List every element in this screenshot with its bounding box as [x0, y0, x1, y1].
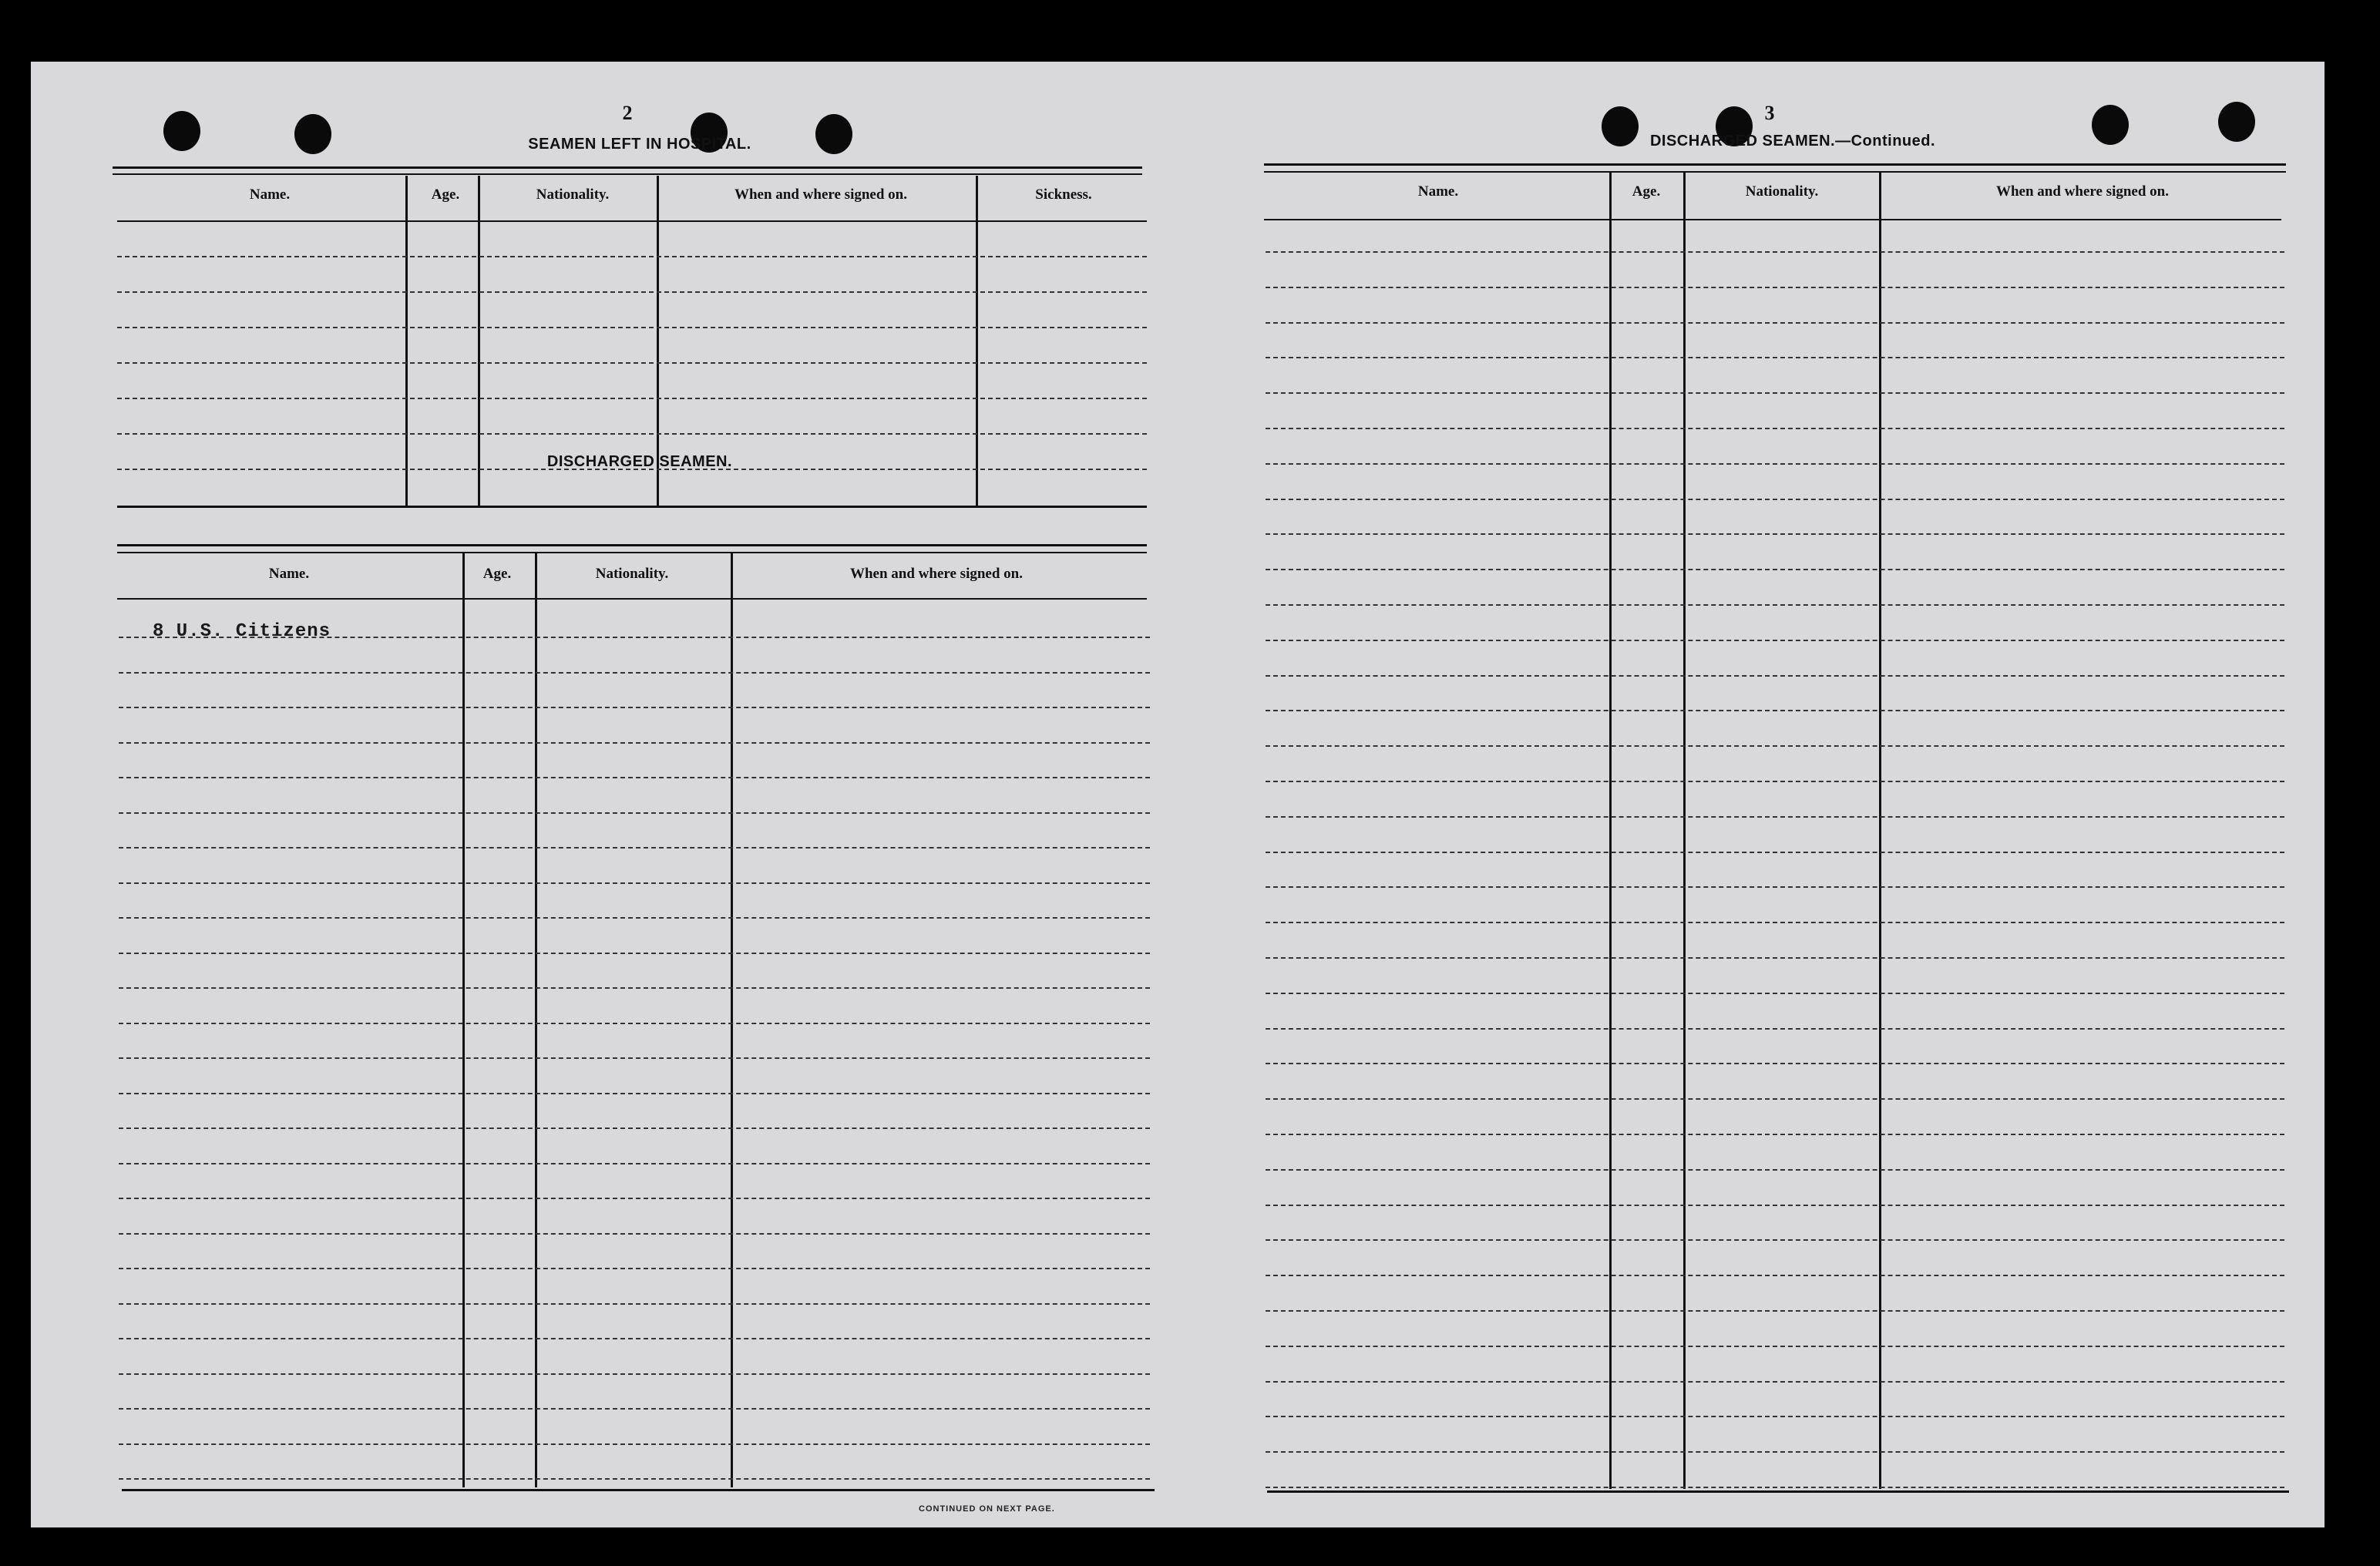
col-nationality: Nationality. — [536, 187, 610, 203]
ruled-line — [117, 291, 1147, 293]
page-number: 3 — [1764, 102, 1775, 124]
header-bottom-rule — [117, 598, 1147, 600]
ruled-line — [1266, 322, 2284, 324]
left-page — [31, 62, 1178, 1527]
ruled-line — [119, 1023, 1150, 1024]
punch-hole — [163, 111, 200, 151]
col-age: Age. — [482, 566, 512, 582]
header-bottom-rule — [1264, 219, 2281, 220]
column-divider — [1609, 173, 1612, 1489]
ruled-line — [1266, 428, 2284, 429]
table-bottom-rule — [1267, 1490, 2289, 1493]
ruled-line — [119, 1127, 1150, 1129]
table-bottom-rule — [122, 1489, 1155, 1491]
ruled-line — [1266, 1487, 2284, 1488]
ruled-line — [119, 1057, 1150, 1059]
ruled-line — [119, 1233, 1150, 1235]
punch-hole — [2218, 102, 2255, 142]
ruled-line — [1266, 675, 2284, 677]
ruled-line — [1266, 1205, 2284, 1206]
column-divider — [976, 176, 978, 506]
ruled-line — [117, 327, 1147, 328]
col-signed-on: When and where signed on. — [734, 187, 907, 203]
ruled-line — [119, 672, 1150, 674]
ruled-line — [117, 433, 1147, 435]
ruled-line — [1266, 1134, 2284, 1135]
ruled-line — [1266, 745, 2284, 747]
punch-hole — [2092, 105, 2129, 145]
ruled-line — [1266, 852, 2284, 853]
ruled-line — [1266, 781, 2284, 782]
ruled-line — [1266, 1275, 2284, 1276]
ruled-line — [119, 1093, 1150, 1094]
discharged-section-title: DISCHARGED SEAMEN. — [546, 453, 733, 470]
ruled-line — [1266, 1098, 2284, 1100]
ruled-line — [119, 1198, 1150, 1199]
col-age: Age. — [431, 187, 460, 203]
right-page — [1184, 62, 2325, 1527]
ruled-line — [119, 1443, 1150, 1445]
ruled-line — [1266, 922, 2284, 923]
col-age: Age. — [1632, 183, 1661, 200]
ruled-line — [1266, 1028, 2284, 1030]
col-name: Name. — [268, 566, 310, 582]
table-top-rule — [1264, 171, 2286, 173]
table-bottom-rule — [117, 506, 1147, 508]
ruled-line — [119, 707, 1150, 708]
ruled-line — [119, 917, 1150, 919]
ruled-line — [119, 1303, 1150, 1305]
table-top-rule — [1264, 163, 2286, 166]
column-divider — [1683, 173, 1686, 1489]
ruled-line — [1266, 533, 2284, 535]
column-divider — [535, 553, 537, 1487]
ruled-line — [117, 398, 1147, 399]
ruled-line — [1266, 710, 2284, 711]
ruled-line — [119, 1268, 1150, 1269]
column-divider — [1879, 173, 1881, 1489]
ruled-line — [119, 882, 1150, 884]
ruled-line — [1266, 569, 2284, 570]
discharged-entry: 8 U.S. Citizens — [153, 621, 331, 642]
col-sickness: Sickness. — [1035, 187, 1092, 203]
table-top-rule — [117, 552, 1147, 553]
ruled-line — [1266, 392, 2284, 394]
table-top-rule — [113, 173, 1142, 175]
ruled-line — [1266, 816, 2284, 818]
ruled-line — [1266, 251, 2284, 253]
ruled-line — [1266, 1416, 2284, 1417]
ruled-line — [1266, 886, 2284, 888]
ruled-line — [119, 1373, 1150, 1375]
discharged-continued-title: DISCHARGED SEAMEN.—Continued. — [1649, 133, 1936, 150]
col-nationality: Nationality. — [595, 566, 669, 582]
ruled-line — [119, 1163, 1150, 1164]
ruled-line — [117, 362, 1147, 364]
ruled-line — [119, 987, 1150, 989]
col-name: Name. — [249, 187, 291, 203]
ruled-line — [1266, 640, 2284, 641]
ruled-line — [119, 953, 1150, 954]
ruled-line — [1266, 463, 2284, 465]
ruled-line — [1266, 1169, 2284, 1171]
table-top-rule — [113, 166, 1142, 169]
column-divider — [731, 553, 733, 1487]
ruled-line — [119, 637, 1150, 638]
ruled-line — [1266, 957, 2284, 959]
column-divider — [462, 553, 465, 1487]
ruled-line — [119, 812, 1150, 814]
table-top-rule — [117, 544, 1147, 546]
ruled-line — [119, 847, 1150, 849]
col-nationality: Nationality. — [1745, 183, 1819, 200]
ruled-line — [119, 1408, 1150, 1410]
ruled-line — [1266, 287, 2284, 288]
ruled-line — [1266, 1310, 2284, 1312]
ruled-line — [1266, 1381, 2284, 1383]
ruled-line — [117, 256, 1147, 257]
hospital-section-title: SEAMEN LEFT IN HOSPITAL. — [528, 136, 751, 153]
col-signed-on: When and where signed on. — [1995, 183, 2169, 200]
continued-note: CONTINUED ON NEXT PAGE. — [919, 1504, 1055, 1514]
ruled-line — [1266, 1239, 2284, 1241]
ruled-line — [1266, 1451, 2284, 1453]
ruled-line — [119, 742, 1150, 744]
ruled-line — [1266, 499, 2284, 500]
ruled-line — [1266, 604, 2284, 606]
header-bottom-rule — [117, 220, 1147, 222]
ruled-line — [1266, 1063, 2284, 1064]
punch-hole — [294, 114, 331, 154]
ruled-line — [1266, 1346, 2284, 1347]
ruled-line — [1266, 993, 2284, 994]
col-name: Name. — [1417, 183, 1459, 200]
ruled-line — [1266, 357, 2284, 358]
column-divider — [405, 176, 408, 506]
col-signed-on: When and where signed on. — [849, 566, 1023, 582]
form-sheet — [31, 62, 2325, 1527]
ruled-line — [119, 1338, 1150, 1339]
page-number: 2 — [622, 102, 633, 124]
ruled-line — [119, 777, 1150, 778]
ruled-line — [119, 1478, 1150, 1480]
